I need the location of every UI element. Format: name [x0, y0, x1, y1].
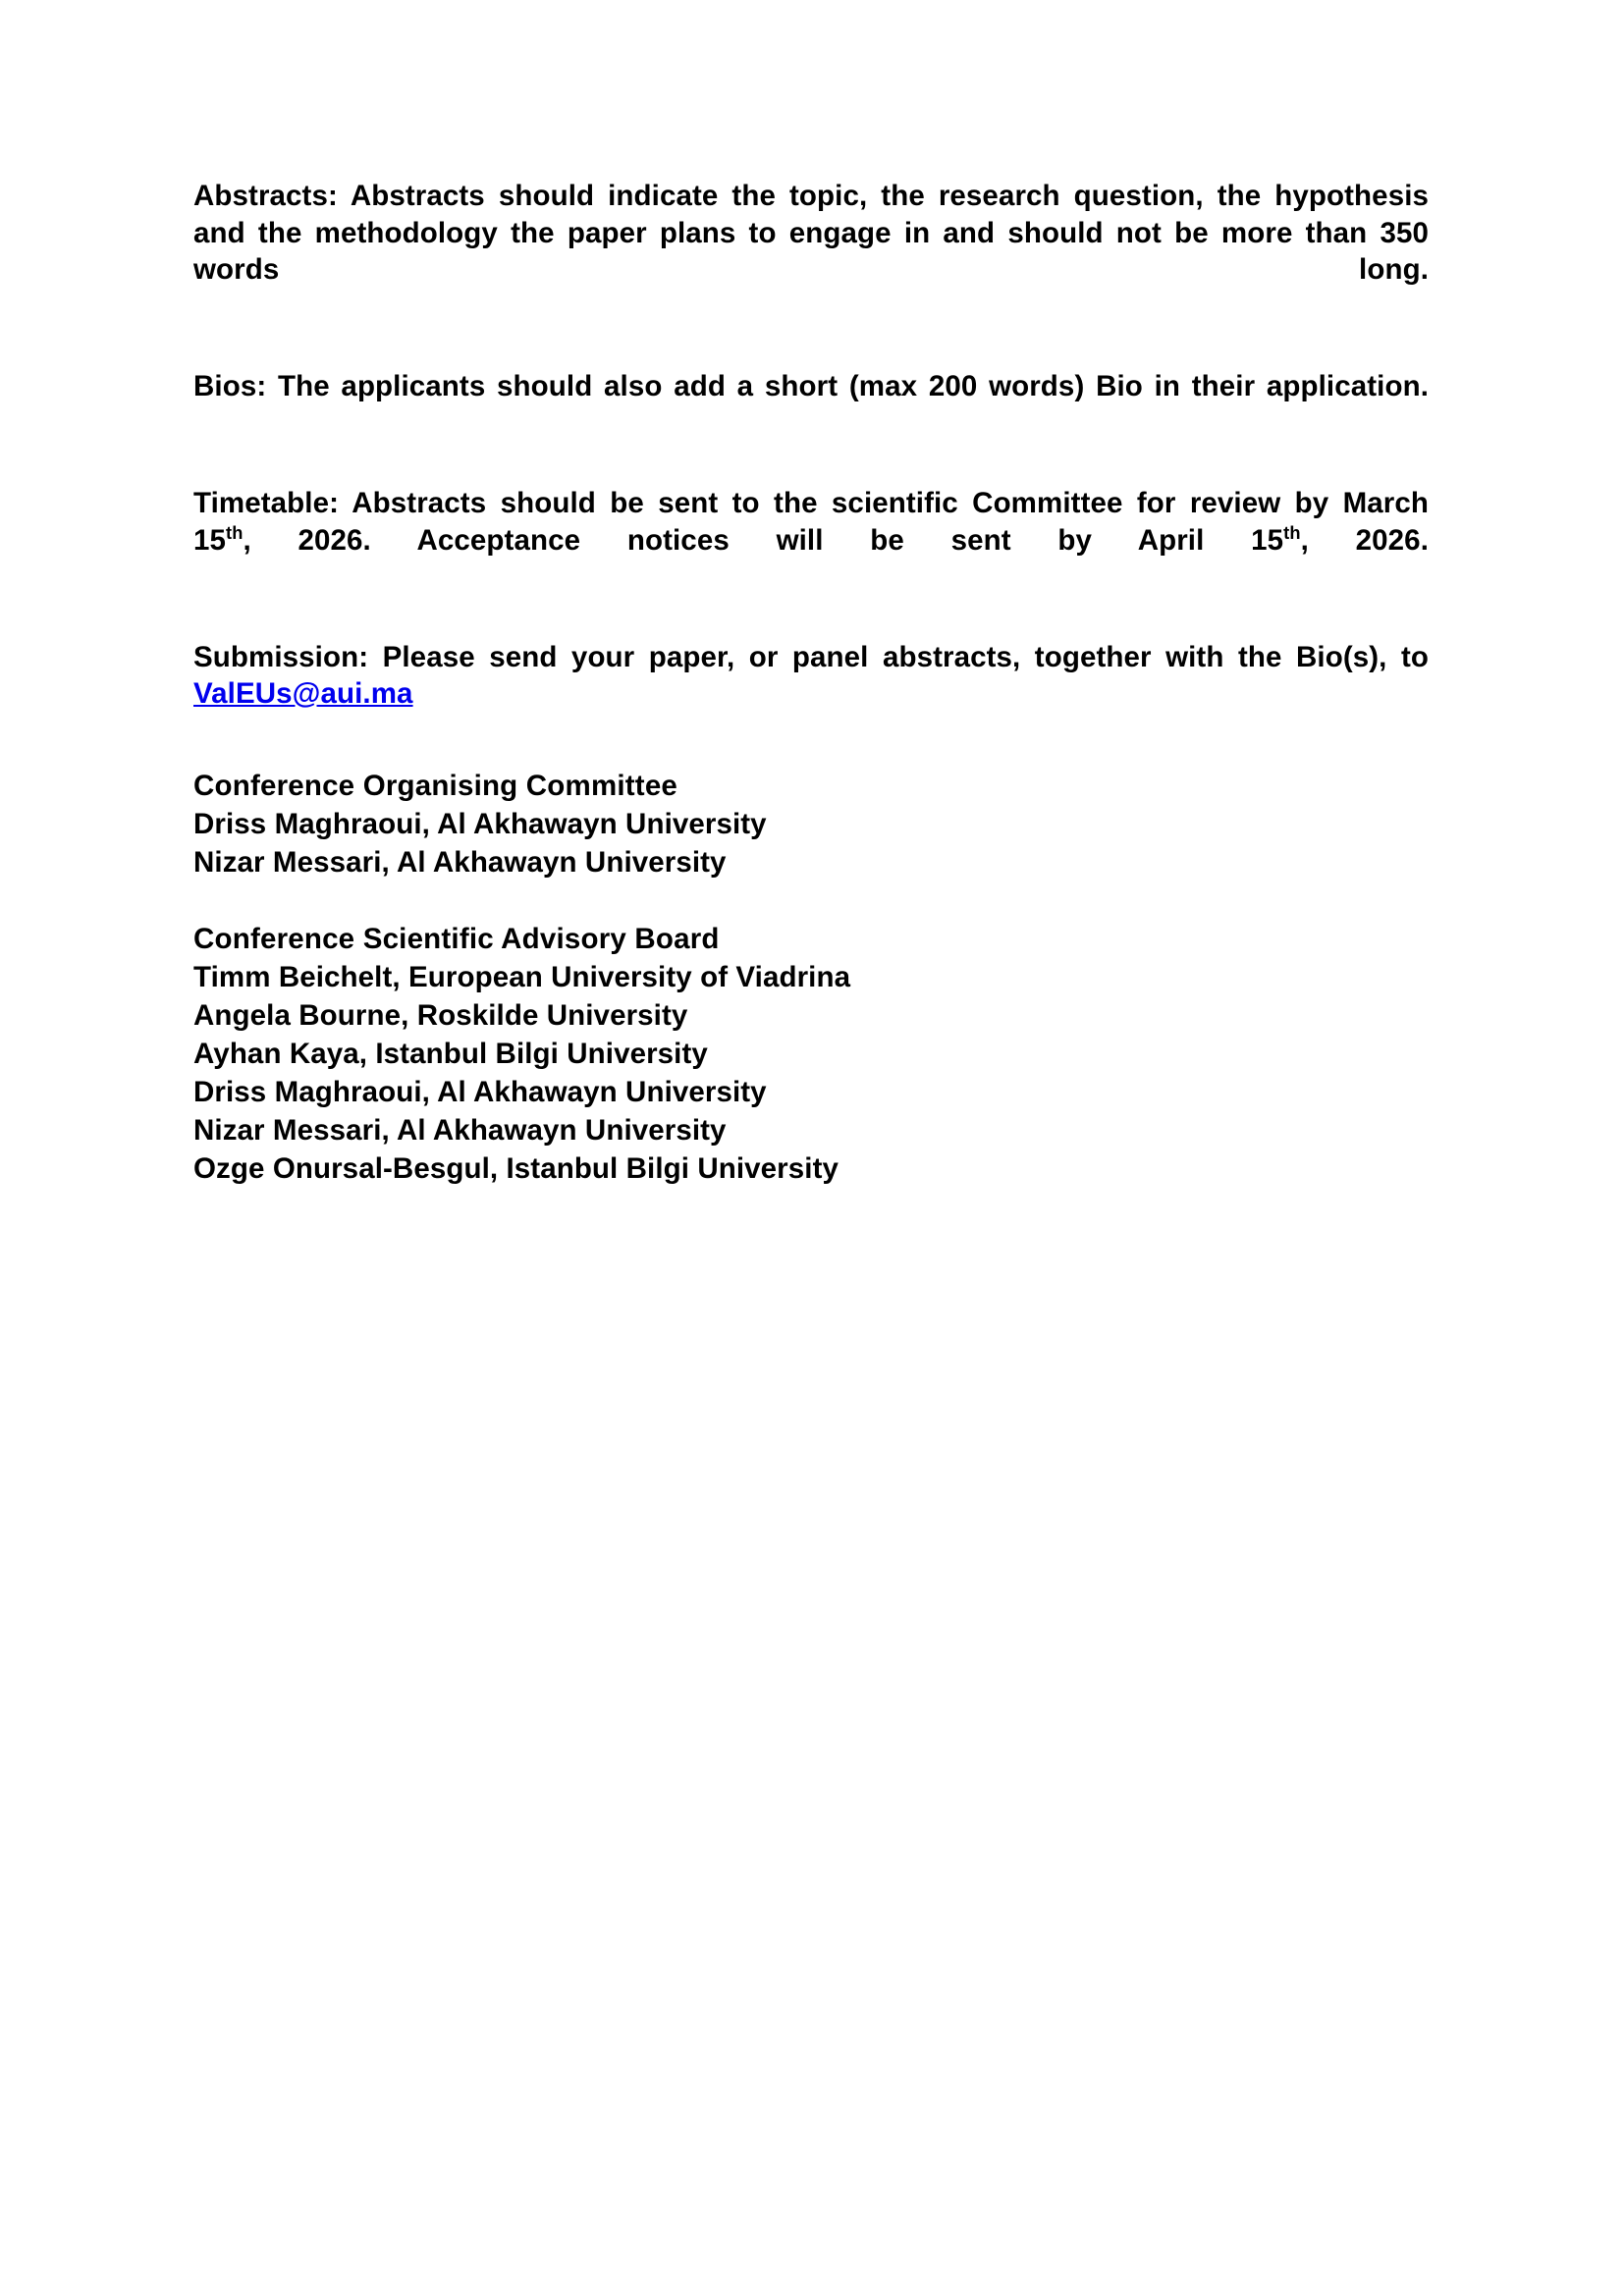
paragraph-abstracts	[193, 178, 1429, 325]
paragraph-timetable-text-1: : Abstracts should be sent to the scientific Committee for review by March 15	[193, 487, 1429, 557]
paragraph-timetable	[193, 485, 1429, 596]
document-body	[193, 178, 1429, 1188]
organising-committee-member: Nizar Messari, Al Akhawayn University	[193, 846, 727, 879]
organising-committee-block	[193, 767, 1429, 881]
submission-email-link[interactable]: ValEUs@aui.ma	[193, 677, 413, 710]
advisory-board-member: Driss Maghraoui, Al Akhawayn University	[193, 1076, 767, 1108]
advisory-board-member: Timm Beichelt, European University of Viadrina	[193, 961, 851, 993]
advisory-board-member: Nizar Messari, Al Akhawayn University	[193, 1114, 727, 1147]
paragraph-bios-lead: Bios	[193, 370, 257, 402]
scientific-advisory-board-block	[193, 920, 1429, 1188]
scientific-advisory-board-title: Conference Scientific Advisory Board	[193, 923, 720, 955]
ordinal-suffix-march: th	[226, 521, 244, 543]
organising-committee-member: Driss Maghraoui, Al Akhawayn University	[193, 808, 767, 840]
advisory-board-member: Ozge Onursal-Besgul, Istanbul Bilgi University	[193, 1152, 839, 1185]
ordinal-suffix-april: th	[1283, 521, 1301, 543]
paragraph-bios-text: : The applicants should also add a short (max 200 words) Bio in their application.	[256, 370, 1429, 402]
advisory-board-member: Angela Bourne, Roskilde University	[193, 999, 688, 1032]
paragraph-abstracts-lead: Abstracts:	[193, 180, 338, 212]
paragraph-submission	[193, 639, 1429, 750]
paragraph-timetable-text-3: , 2026.	[1300, 523, 1429, 557]
organising-committee-title: Conference Organising Committee	[193, 770, 678, 802]
spacer	[193, 881, 1429, 920]
paragraph-submission-lead: Submission	[193, 640, 359, 673]
paragraph-submission-text: : Please send your paper, or panel abstracts, together with the Bio(s), to	[358, 640, 1429, 673]
spacer	[193, 749, 1429, 767]
paragraph-bios	[193, 368, 1429, 442]
paragraph-abstracts-text: Abstracts should indicate the topic, the research question, the hypothesis and the methodology the paper plans to engage in and should not be more than 350 words long.	[193, 180, 1429, 286]
paragraph-timetable-text-2: , 2026. Acceptance notices will be sent by April 15	[243, 523, 1284, 557]
advisory-board-member: Ayhan Kaya, Istanbul Bilgi University	[193, 1038, 708, 1070]
paragraph-timetable-lead: Timetable	[193, 487, 330, 519]
